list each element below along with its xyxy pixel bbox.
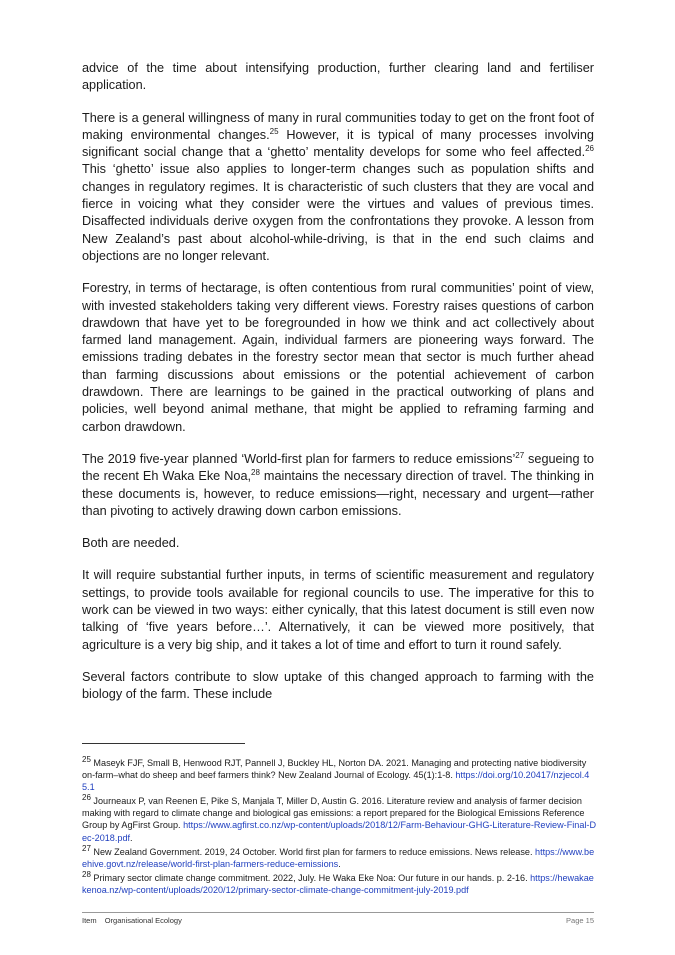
footnote xyxy=(82,795,596,843)
footnote-ref[interactable]: 28 xyxy=(251,468,260,477)
footnote-text: Primary sector climate change commitment. 2022, July. He Waka Eke Noa: Our future in our hands. p. 2-16. xyxy=(90,872,531,883)
paragraph-text: However, it is typical of many processes involving significant social change that a ‘ghetto’ mentality develops for some who feel affected. xyxy=(82,127,594,160)
paragraph-text: This ‘ghetto’ issue also applies to longer-term changes such as population shifts and changes in regulatory regimes. It is characteristic of such clusters that they are vocal and fierce in voicing what they consider were the virtues and values of previous times. Disaffected individuals derive oxygen from the confrontations they provoke. A lesson from New Zealand’s past about alcohol-while-driving, is that in the end such claims and objections are no longer relevant. xyxy=(82,162,594,263)
footnote-text: Maseyk FJF, Small B, Henwood RJT, Pannell J, Buckley HL, Norton DA. 2021. Managing and protecting native biodiversity on-farm–what do sheep and beef farmers think? New Zealand Journal of Ecology. 45(1):1-8. xyxy=(82,758,587,781)
paragraph xyxy=(82,567,594,653)
paragraph-text: The 2019 five-year planned ‘World-first plan for farmers to reduce emissions’ xyxy=(82,451,516,466)
paragraph xyxy=(82,669,594,704)
footnote-number: 27 xyxy=(82,843,91,853)
footnote-ref[interactable]: 26 xyxy=(585,143,594,153)
footnote-text: Journeaux P, van Reenen E, Pike S, Manjala T, Miller D, Austin G. 2016. Literature review and analysis of farmer decision making with regard to climate change and biological gas emissions: a report prepared for the Biological Emissions Reference Group by AgFirst Group. xyxy=(82,796,585,831)
footnote-number: 25 xyxy=(82,754,91,764)
footnote-link[interactable]: https://www.agfirst.co.nz/wp-content/uploads/2018/12/Farm-Behaviour-GHG-Literature-Review-Final-Dec-2018.pdf xyxy=(82,820,597,843)
paragraph-text: maintains the necessary direction of travel. The thinking in these documents is, however, to reduce emissions—right, necessary and urgent—rather than pivoting to actively drawing down carbon emissions. xyxy=(82,469,594,518)
paragraph xyxy=(82,280,594,436)
page-footer xyxy=(82,912,594,925)
paragraph xyxy=(82,110,594,266)
footer-left xyxy=(82,916,188,925)
footnote xyxy=(82,843,596,870)
footnotes xyxy=(82,754,597,898)
footer-item-label: Item xyxy=(82,916,97,925)
paragraph-text: Several factors contribute to slow uptake of this changed approach to farming with the biology of the farm. These include xyxy=(82,669,594,702)
footnote-trailing: . xyxy=(338,858,341,869)
footnote-number: 26 xyxy=(82,793,91,803)
paragraph xyxy=(82,535,594,552)
footnote-link[interactable]: https://www.beehive.govt.nz/release/world-first-plan-farmers-reduce-emissions xyxy=(82,846,595,869)
footnote-link[interactable]: https://hewakaekenoa.nz/wp-content/uploads/2020/12/primary-sector-climate-change-commitment-july-2019.pdf xyxy=(82,872,594,895)
page-number: Page 15 xyxy=(566,916,594,925)
paragraph-text: Both are needed. xyxy=(82,536,180,551)
footnote-ref[interactable]: 27 xyxy=(515,450,525,460)
footnote-ref[interactable]: 25 xyxy=(269,126,279,136)
paragraph-text: segueing to the recent Eh Waka Eke Noa, xyxy=(82,451,594,484)
paragraph-text: It will require substantial further inputs, in terms of scientific measurement and regulatory settings, to provide tools available for regional councils to use. The imperative for this to work can be viewed in two ways: either cynically, that this latest document is still even now talking of ‘five years before…’. Alternatively, it can be viewed more positively, that agriculture is a very big ship, and it takes a lot of time and effort to turn it round safely. xyxy=(82,568,594,652)
footnote-number: 28 xyxy=(82,869,91,879)
paragraph xyxy=(82,60,594,95)
paragraph-text: advice of the time about intensifying production, further clearing land and fertiliser application. xyxy=(82,61,594,93)
paragraph-text: Forestry, in terms of hectarage, is often contentious from rural communities’ point of view, with invested stakeholders taking very different views. Forestry raises questions of carbon drawdown that have yet to be foregrounded in how we think and act collectively about farmed land management. Again, individual farmers are pioneering ways forward. The emissions trading debates in the forestry sector mean that sector is much further ahead than farming discussions about emissions or the potential achievement of carbon drawdown. There are learnings to be gained in the practical outworking of plans and policies, well beyond animal methane, that might be applied to reframing farming and carbon drawdown. xyxy=(82,281,594,434)
footnote xyxy=(82,754,596,793)
footnote xyxy=(82,869,596,896)
paragraph xyxy=(82,451,594,520)
body-text xyxy=(82,60,594,719)
footnote-text: New Zealand Government. 2019, 24 October. World first plan for farmers to reduce emissions. News release. xyxy=(90,846,536,857)
footnote-separator xyxy=(82,743,245,744)
footer-section: Organisational Ecology xyxy=(104,916,182,925)
footnote-link[interactable]: https://doi.org/10.20417/nzjecol.45.1 xyxy=(82,770,590,793)
footnote-trailing: . xyxy=(130,832,133,843)
paragraph-text: There is a general willingness of many in rural communities today to get on the front foot of making environmental changes. xyxy=(82,110,594,142)
